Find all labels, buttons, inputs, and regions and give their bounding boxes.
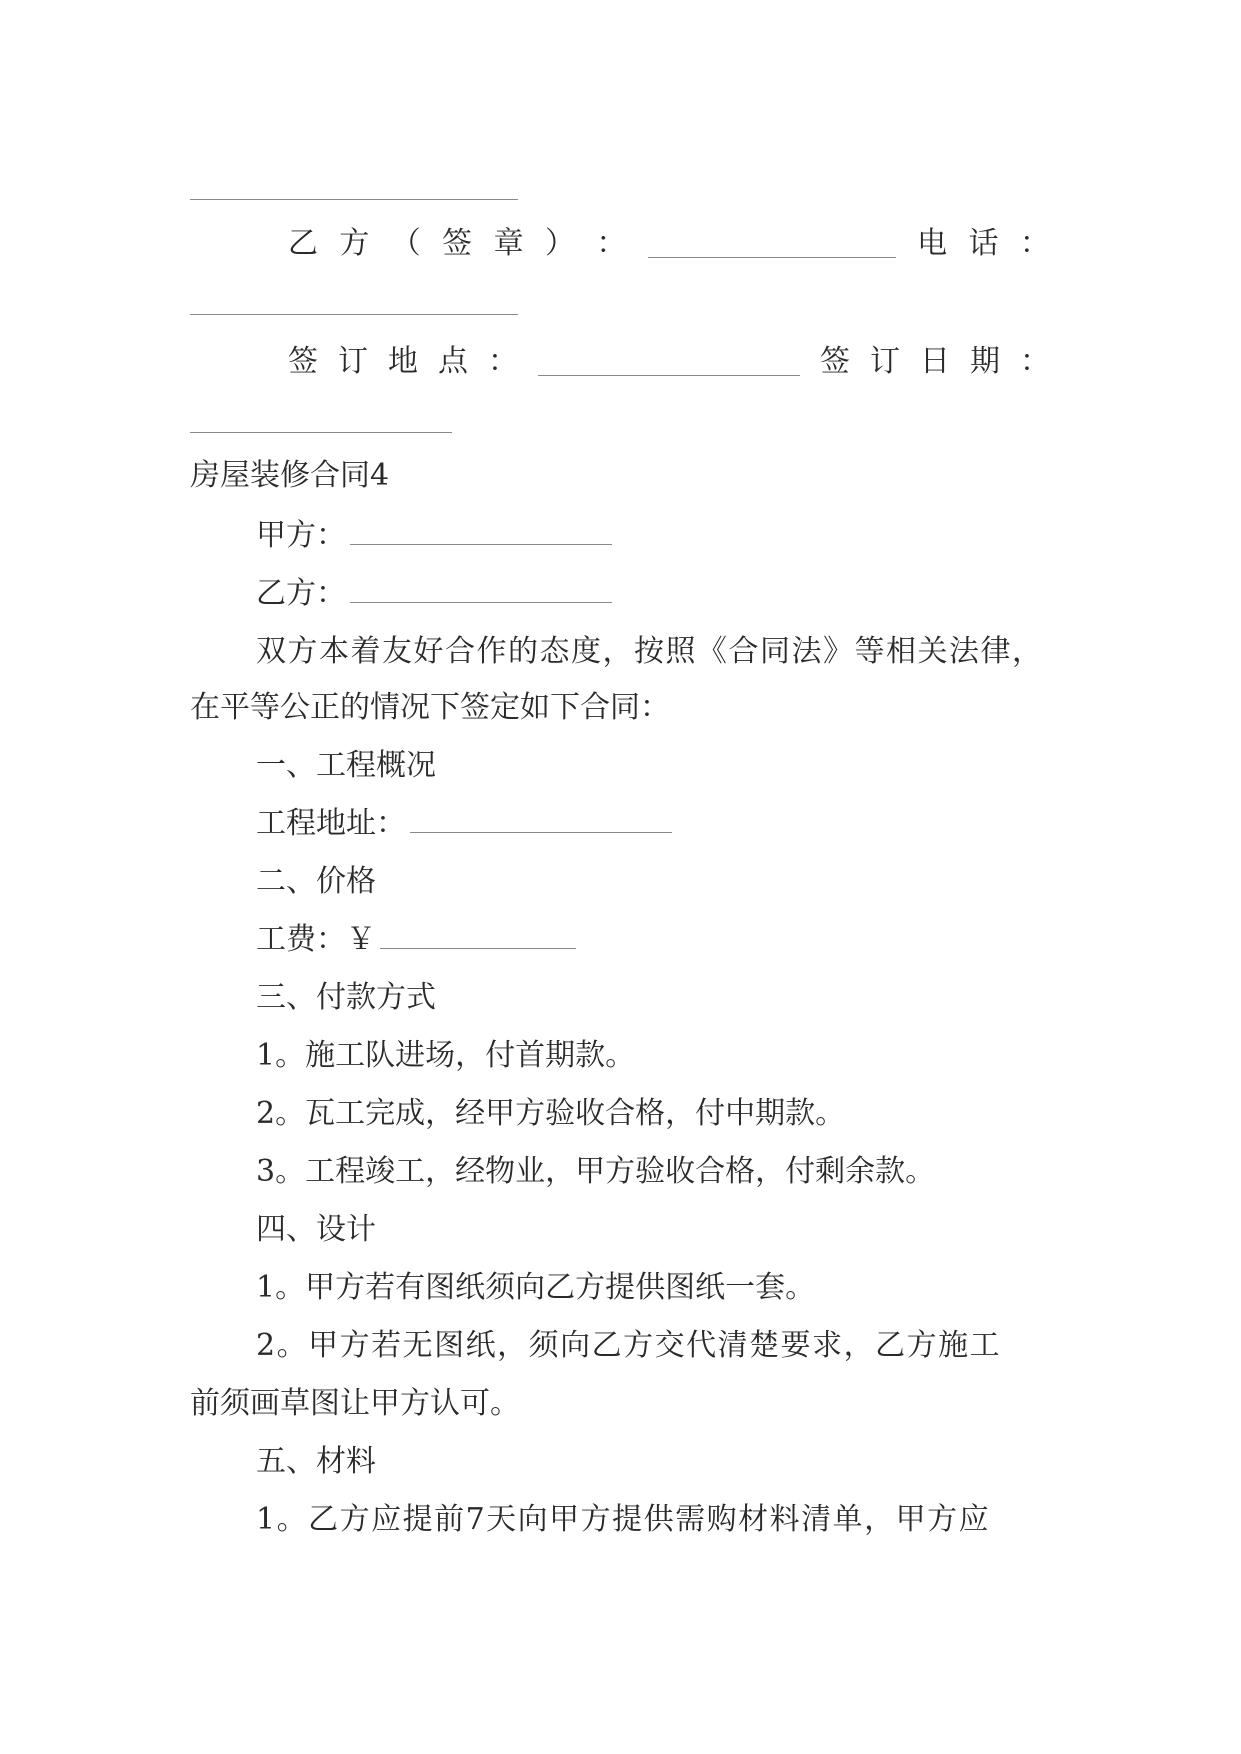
party-b-blank (350, 578, 612, 603)
date-char: 期 (970, 344, 1000, 379)
date-char: 签 (820, 344, 850, 379)
intro-line-1: 双方本着友好合作的态度，按照《合同法》等相关法律， (256, 634, 1044, 669)
design-item-2-line-2: 前须画草图让甲方认可。 (190, 1386, 520, 1421)
party-a-label: 甲方： (256, 518, 346, 553)
project-address-label: 工程地址： (256, 806, 406, 841)
place-blank (538, 349, 800, 376)
section-heading-4: 四、设计 (256, 1212, 376, 1247)
place-char: 签 (288, 344, 318, 379)
project-address-blank (410, 808, 672, 833)
payment-item-2: 2。瓦工完成，经甲方验收合格，付中期款。 (256, 1096, 846, 1131)
seal-char: 方 (339, 226, 370, 261)
phone-char: ： (1019, 226, 1050, 261)
project-address-row (256, 804, 672, 844)
party-b-label: 乙方： (256, 576, 346, 611)
material-item-1: 1。乙方应提前7天向甲方提供需购材料清单，甲方应 (256, 1502, 991, 1537)
design-item-1: 1。甲方若有图纸须向乙方提供图纸一套。 (256, 1270, 816, 1305)
seal-char: （ (390, 226, 421, 261)
labor-fee-blank (380, 924, 576, 949)
party-a-row (256, 516, 612, 556)
party-b-seal-row (192, 224, 1050, 264)
place-char: 订 (338, 344, 368, 379)
date-blank-line (190, 432, 452, 433)
party-a-blank (350, 520, 612, 545)
payment-item-1: 1。施工队进场，付首期款。 (256, 1038, 636, 1073)
phone-char: 话 (968, 226, 999, 261)
seal-char: 乙 (288, 226, 318, 261)
seal-char: ： (596, 226, 627, 261)
section-heading-5: 五、材料 (256, 1444, 376, 1479)
contract-title: 房屋装修合同4 (190, 458, 390, 493)
place-char: 地 (388, 344, 418, 379)
phone-char: 电 (917, 226, 948, 261)
seal-blank (648, 231, 896, 258)
section-heading-2: 二、价格 (256, 864, 376, 899)
sign-place-date-row (192, 342, 1050, 382)
place-char: 点 (438, 344, 468, 379)
blank-line-top (190, 199, 518, 200)
labor-fee-row (256, 920, 576, 960)
intro-line-2: 在平等公正的情况下签定如下合同： (190, 690, 670, 725)
section-heading-1: 一、工程概况 (256, 748, 436, 783)
phone-blank-line (190, 314, 518, 315)
seal-char: 章 (493, 226, 524, 261)
date-char: ： (1020, 344, 1050, 379)
date-char: 日 (920, 344, 950, 379)
design-item-2-line-1: 2。甲方若无图纸，须向乙方交代清楚要求，乙方施工 (256, 1328, 1002, 1363)
payment-item-3: 3。工程竣工，经物业，甲方验收合格，付剩余款。 (256, 1154, 936, 1189)
seal-char: ） (544, 226, 575, 261)
date-char: 订 (870, 344, 900, 379)
party-b-row (256, 574, 612, 614)
place-char: ： (488, 344, 518, 379)
section-heading-3: 三、付款方式 (256, 980, 436, 1015)
seal-char: 签 (442, 226, 473, 261)
labor-fee-label: 工费：￥ (256, 922, 376, 957)
